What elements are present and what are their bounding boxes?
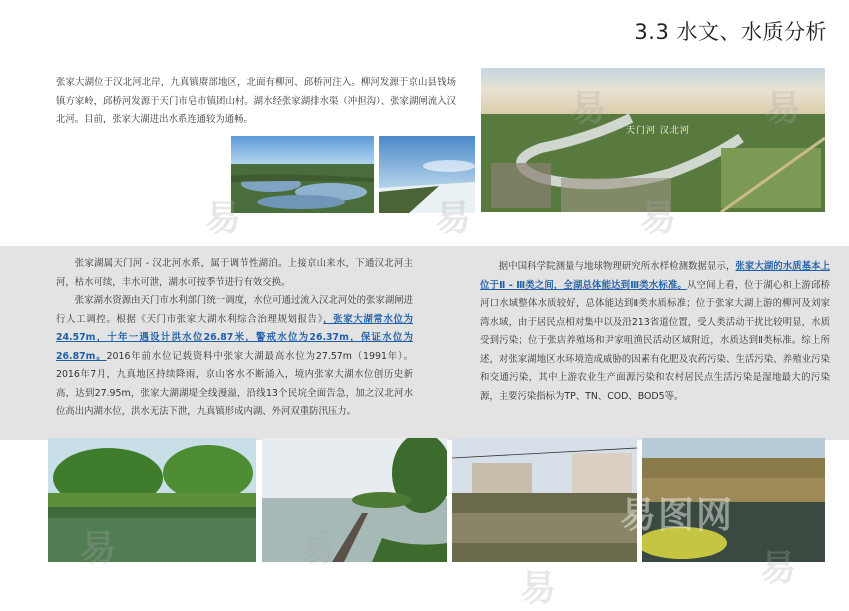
watermark-glyph: 易 <box>80 528 117 569</box>
lake-photo-wetland <box>231 136 374 213</box>
hydrology-paragraphs <box>56 255 413 422</box>
page-title: 3.3 水文、水质分析 <box>634 20 827 44</box>
watermark-glyph: 易 <box>205 198 242 239</box>
watermark-glyph: 易 <box>300 528 337 569</box>
lake-photo-sunset <box>379 136 475 213</box>
watermark-glyph: 易 <box>760 548 797 589</box>
bottom-photo-trees <box>48 438 256 562</box>
water-quality-paragraph <box>480 258 830 406</box>
hydrology-p2-tail: 2016年前水位记载资料中张家大湖最高水位为27.57m（1991年）。2016年7月，九真地区持续降雨，京山客水不断涌入，境内张家大湖水位创历史新高，达到27.95m，张家大湖湖堤全线漫溢，沿线13个民垸全面告急，加之汉北河水位高出内湖水位，洪水无法下泄，九真镇形成内湖、外河双重防汛压力。 <box>56 350 413 417</box>
watermark-glyph: 易 <box>765 88 802 129</box>
aerial-river-photo <box>481 68 825 212</box>
intro-paragraph: 张家大湖位于汉北河北岸，九真镇赓部地区，北面有柳河、邱桥河注入。柳河发源于京山县钱场镇方家岭，邱桥河发源于天门市皂市镇团山村。湖水经张家湖排水渠（冲担沟）、张家湖闸流入汉北河。目前，张家大湖进出水系连通较为通畅。 <box>56 77 456 125</box>
hydrology-p2-lead: 张家湖水资源由天门市水利部门统一调度，水位可通过流入汉北河处的张家湖闸进行人工调控。根据《天门市张家大湖水利综合治理规划报告》 <box>56 295 413 325</box>
bottom-photo-village <box>452 438 637 562</box>
aerial-caption: 天门河 汉北河 <box>626 126 690 136</box>
water-level-highlight: ，张家大湖常水位为24.57m，十年一遇设计洪水位26.87米，警戒水位为26.37m，保证水位为26.87m。 <box>56 313 413 362</box>
watermark-logo: 易图网 <box>620 495 735 536</box>
bottom-photo-pier <box>262 438 447 562</box>
water-quality-lead: 据中国科学院测量与地球物理研究所水样检测数据显示， <box>498 261 736 272</box>
water-quality-highlight: 张家大湖的水质基本上位于Ⅱ - Ⅲ类之间，全湖总体能达到Ⅲ类水标准。 <box>480 261 830 291</box>
watermark-glyph: 易 <box>640 198 677 239</box>
watermark-glyph: 易 <box>520 568 557 609</box>
hydrology-p1: 张家湖属天门河 - 汉北河水系，属于调节性湖泊。上接京山来水，下通汉北河主河，枯水可续，丰水可泄，湖水可按季节进行有效交换。 <box>56 258 413 288</box>
water-quality-body: 从空间上看，位于湖心和上游邱桥河口水域整体水质较好，总体能达到Ⅱ类水质标准；位于张家大湖上游的柳河及刘家湾水域，由于居民点相对集中以及沿213省道位置，受人类活动干扰比较明显，水质受到污染；位于张店养殖场和尹家咀渔民活动区域附近，水质达到Ⅱ类标准。综上所述，对张家湖地区水环境造成威胁的因素有化肥及农药污染、生活污染、养殖业污染和交通污染，其中上游农业生产面源污染和农村居民点生活污染是湿地最大的污染源，主要污染指标为TP、TN、COD、BOD5等。 <box>480 279 830 402</box>
watermark-glyph: 易 <box>570 88 607 129</box>
watermark-glyph: 易 <box>435 198 472 239</box>
hydrology-p2 <box>56 292 413 422</box>
